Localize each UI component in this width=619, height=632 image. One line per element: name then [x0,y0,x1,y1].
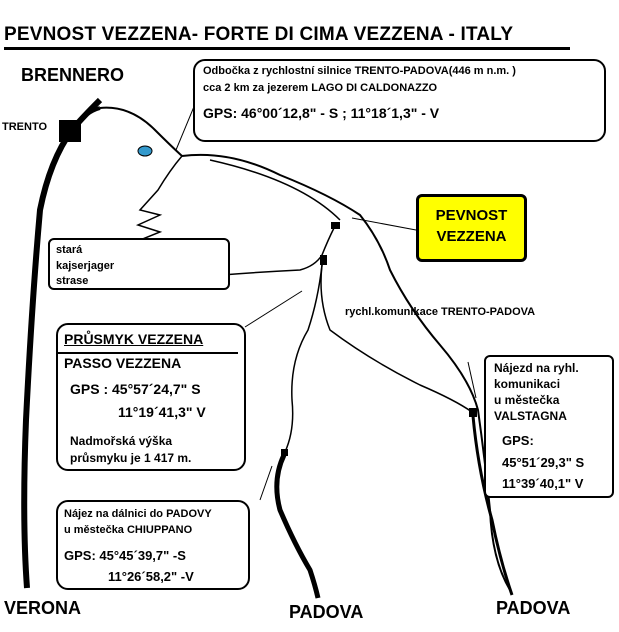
motorway-padova [277,455,318,598]
lake-caldonazzo [138,146,152,156]
title-underline [4,47,570,50]
chiuppano-line2: u městečka CHIUPPANO [64,524,193,536]
old-road-box [48,238,230,290]
pointer-pass [245,291,302,327]
valley-edge-east [210,160,340,220]
fortress-line1: PEVNOST [435,207,508,224]
pointer-fortress [352,218,416,230]
road-pass-fort [222,228,334,275]
old-road-line1: stará [56,244,83,256]
valstagna-marker [469,408,477,417]
chiuppano-info-box [56,500,250,590]
pass-marker [320,255,327,265]
pass-gps-lat: GPS : 45°57´24,7" S [70,381,201,397]
chiuppano-gps-lon: 11°26´58,2" -V [108,569,194,584]
city-padova-right: PADOVA [496,598,571,618]
junction-gps: GPS: 46°00´12,8" - S ; 11°18´1,3" - V [203,105,440,121]
fortress-line2: VEZZENA [436,228,507,245]
valstagna-gps-label: GPS: [502,433,534,448]
old-road-line3: strase [56,275,89,287]
page-title: PEVNOST VEZZENA- FORTE DI CIMA VEZZENA - ITALY [4,24,514,45]
trento-marker [59,120,81,142]
valstagna-info-box [484,355,614,498]
fort-marker [331,222,340,229]
old-road-line2: kajserjager [56,260,115,272]
fortress-label [416,194,527,262]
valstagna-gps-lat: 45°51´29,3" S [502,455,585,470]
pass-heading-rule [58,352,238,354]
road-pass-chiuppano [285,265,322,452]
city-brennero: BRENNERO [21,65,125,85]
city-verona: VERONA [4,598,82,618]
valstagna-gps-lon: 11°39´40,1" V [502,476,584,491]
pass-info-box [56,323,246,471]
valstagna-line2: komunikaci [494,377,561,391]
highway-label: rychl.komunikace TRENTO-PADOVA [345,306,536,318]
city-padova-center: PADOVA [289,602,364,622]
pass-heading: PRŮSMYK VEZZENA [64,331,204,347]
junction-line2: cca 2 km za jezerem LAGO DI CALDONAZZO [203,82,438,94]
road-pass-valstagna [321,265,472,412]
pass-subheading: PASSO VEZZENA [64,355,182,371]
valstagna-line3: u městečka [494,393,560,407]
city-trento: TRENTO [2,121,48,133]
valstagna-line1: Nájezd na ryhl. [494,361,579,375]
chiuppano-gps-lat: GPS: 45°45´39,7" -S [64,548,186,563]
valstagna-line4: VALSTAGNA [494,409,567,423]
pass-elev-line1: Nadmořská výška [70,434,173,448]
pass-gps-lon: 11°19´41,3" V [118,404,206,420]
pointer-chiuppano [260,466,272,500]
chiuppano-line1: Nájez na dálnici do PADOVY [64,508,212,520]
junction-line1: Odbočka z rychlostní silnice TRENTO-PADOVA(446 m n.m. ) [203,65,516,77]
junction-info-box [193,59,606,142]
pass-elev-line2: průsmyku je 1 417 m. [70,451,192,465]
